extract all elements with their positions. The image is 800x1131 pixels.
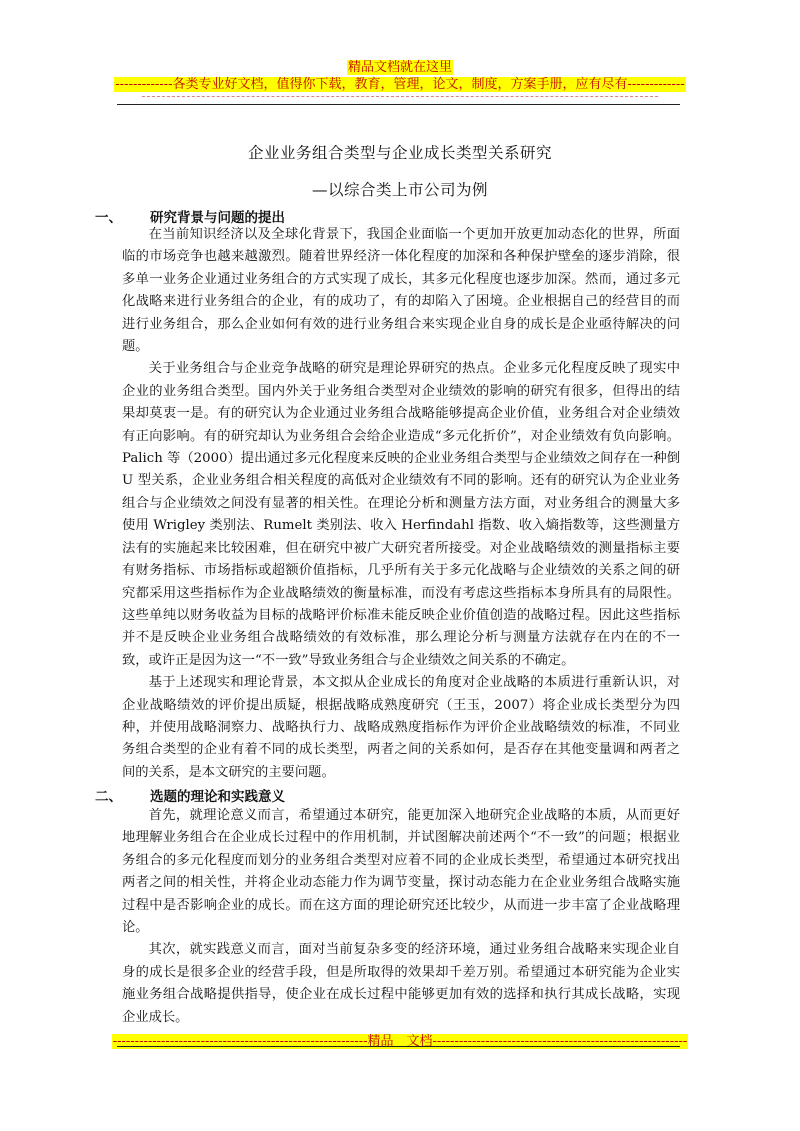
section-1-heading bbox=[95, 206, 285, 226]
header-rule bbox=[117, 104, 680, 105]
paragraph: 其次，就实践意义而言，面对当前复杂多变的经济环境，通过业务组合战略来实现企业自身的成长是很多企业的经营手段，但是所取得的效果却千差万别。希望通过本研究能为企业实施业务组合战略提供指导，使企业在成长过程中能够更加有效的选择和执行其成长战略，实现企业成长。 bbox=[122, 942, 680, 1025]
section-1-number: 一、 bbox=[95, 210, 122, 226]
document-subtitle: —以综合类上市公司为例 bbox=[311, 181, 488, 199]
paragraph: 关于业务组合与企业竞争战略的研究是理论界研究的热点。企业多元化程度反映了现实中企业的业务组合类型。国内外关于业务组合类型对企业绩效的影响的研究有很多，但得出的结果却莫衷一是。有的研究认为企业通过业务组合战略能够提高企业价值，业务组合对企业绩效有正向影响。有的研究却认为业务组合会给企业造成“多元化折价”，对企业绩效有负向影响。Palich 等（2000）提出通过多元化程度来反映的企业业务组合类型与企业绩效之间存在一种倒 U 型关系，企业业务组合相关程度的高低对企业绩效有不同的影响。还有的研究认为企业业务组合与企业绩效之间没有显著的相关性。在理论分析和测量方法方面，对业务组合的测量大多使用 Wrigley 类别法、Rumelt 类别法、收入 Herfindahl 指数、收入熵指数等，这些测量方法有的实施起来比较困难，但在研究中被广大研究者所接受。对企业战略绩效的测量指标主要有财务指标、市场指标或超额价值指标，几乎所有关于多元化战略与企业绩效的关系之间的研究都采用这些指标作为企业战略绩效的衡量标准，而没有考虑这些指标本身所具有的局限性。这些单纯以财务收益为目标的战略评价标准未能反映企业价值创造的战略过程。因此这些指标并不是反映企业业务组合战略绩效的有效标准，那么理论分析与测量方法就存在内在的不一致，或许正是因为这一“不一致”导致业务组合与企业绩效之间关系的不确定。 bbox=[122, 361, 680, 668]
section-2-heading bbox=[95, 785, 285, 805]
footer-text: ----------------------------------------------------------精品 文档---------------------------------------------------------- bbox=[112, 1034, 688, 1049]
header-line-1: 精品文档就在这里 bbox=[347, 60, 452, 75]
header-dashed-divider bbox=[142, 96, 658, 97]
footer-banner bbox=[0, 1030, 800, 1050]
section-2-body bbox=[122, 805, 680, 1029]
paragraph: 首先，就理论意义而言，希望通过本研究，能更加深入地研究企业战略的本质，从而更好地理解业务组合在企业成长过程中的作用机制，并试图解决前述两个“不一致”的问题；根据业务组合的多元化程度而划分的业务组合类型对应着不同的企业成长类型，希望通过本研究找出两者之间的相关性，并将企业动态能力作为调节变量，探讨动态能力在企业业务组合战略实施过程中是否影响企业的成长。而在这方面的理论研究还比较少，从而进一步丰富了企业战略理论。 bbox=[122, 808, 680, 936]
header-line-2: -------------各类专业好文档，值得你下载，教育，管理，论文，制度，方案手册，应有尽有------------- bbox=[115, 77, 685, 92]
section-1-body bbox=[122, 224, 680, 784]
section-2-number: 二、 bbox=[95, 789, 122, 805]
paragraph: 基于上述现实和理论背景，本文拟从企业成长的角度对企业战略的本质进行重新认识，对企业战略绩效的评价提出质疑，根据战略成熟度研究（王玉，2007）将企业成长类型分为四种，并使用战略洞察力、战略执行力、战略成熟度指标作为评价企业战略绩效的标准，不同业务组合类型的企业有着不同的成长类型，两者之间的关系如何，是否存在其他变量调和两者之间的关系，是本文研究的主要问题。 bbox=[122, 675, 680, 780]
section-1-title: 研究背景与问题的提出 bbox=[150, 210, 285, 226]
document-title: 企业业务组合类型与企业成长类型关系研究 bbox=[247, 144, 552, 162]
paragraph: 在当前知识经济以及全球化背景下，我国企业面临一个更加开放更加动态化的世界，所面临的市场竞争也越来越激烈。随着世界经济一体化程度的加深和各种保护壁垒的逐步消除，很多单一业务企业通过业务组合的方式实现了成长，其多元化程度也逐步加深。然而，通过多元化战略来进行业务组合的企业，有的成功了，有的却陷入了困境。企业根据自己的经营目的而进行业务组合，那么企业如何有效的进行业务组合来实现企业自身的成长是企业亟待解决的问题。 bbox=[122, 227, 680, 355]
header-banner-tagline bbox=[0, 73, 800, 93]
section-2-title: 选题的理论和实践意义 bbox=[150, 789, 285, 805]
footer-rule bbox=[117, 1046, 680, 1047]
